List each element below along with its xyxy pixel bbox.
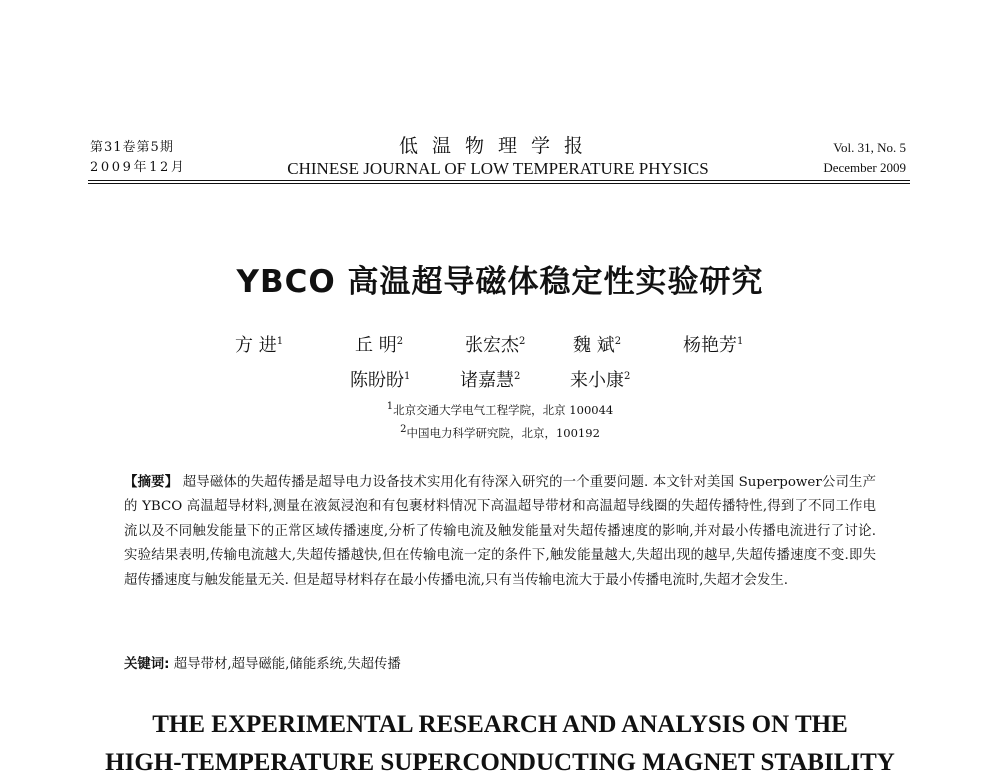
abstract-text: 超导磁体的失超传播是超导电力设备技术实用化有待深入研究的一个重要问题. 本文针对美国 Superpower公司生产的 YBCO 高温超导材料,测量在液氮浸泡和有包裹材料情况下高温超导带材和高温超导线圈的失超传播特性,得到了不同工作电流以及不同触发能量下的正常区域传播速度,分析了传输电流及触发能量对失超传播速度的影响,并对最小传播电流进行了讨论. 实验结果表明,传输电流越大,失超传播越快,但在传输电流一定的条件下,触发能量越大,失超出现的越早,失超传播速度不变.即失超传播速度与触发能量无关. 但是超导材料存在最小传播电流,只有当传输电流大于最小传播电流时,失超才会发生. xyxy=(124,475,876,588)
journal-name-en: CHINESE JOURNAL OF LOW TEMPERATURE PHYSICS xyxy=(287,159,709,178)
paper-title-en-line-1: THE EXPERIMENTAL RESEARCH AND ANALYSIS ON THE xyxy=(152,711,848,738)
abstract xyxy=(124,470,876,593)
header-rule-thick xyxy=(88,180,910,181)
journal-name-cn: 低温物理学报 xyxy=(398,135,597,157)
author: 诸嘉慧$^2$ xyxy=(460,370,521,391)
author: 杨艳芳$^1$ xyxy=(683,335,744,356)
volume-issue: 第31卷第5期 xyxy=(90,140,174,155)
paper-title-en-line-2: HIGH-TEMPERATURE SUPERCONDUCTING MAGNET STABILITY xyxy=(105,749,895,776)
author: 来小康$^2$ xyxy=(570,370,631,391)
abstract-label: 【摘要】 xyxy=(124,474,179,490)
keywords xyxy=(124,653,876,672)
affiliation-1: $^1$北京交通大学电气工程学院，北京 100044 xyxy=(386,401,614,417)
paper-title-en xyxy=(0,706,1000,782)
header-left xyxy=(90,138,186,178)
date-cn: 2009年12月 xyxy=(90,160,187,175)
date-en: December 2009 xyxy=(823,160,906,175)
paper-title-cn: YBCO 高温超导磁体稳定性实验研究 xyxy=(236,264,764,300)
author: 魏 斌$^2$ xyxy=(573,335,622,356)
author: 陈盼盼$^1$ xyxy=(350,370,411,391)
author: 方 进$^1$ xyxy=(235,335,284,356)
keywords-label: 关键词: xyxy=(124,657,170,672)
volume-issue-en: Vol. 31, No. 5 xyxy=(833,140,906,155)
author: 张宏杰$^2$ xyxy=(465,335,526,356)
keywords-text: 超导带材,超导磁能,储能系统,失超传播 xyxy=(173,657,401,672)
author: 丘 明$^2$ xyxy=(355,335,404,356)
header-right xyxy=(823,138,906,178)
header-rule-thin xyxy=(88,183,910,184)
header-center xyxy=(258,134,738,180)
affiliation-2: $^2$中国电力科学研究院，北京，100192 xyxy=(400,424,600,440)
